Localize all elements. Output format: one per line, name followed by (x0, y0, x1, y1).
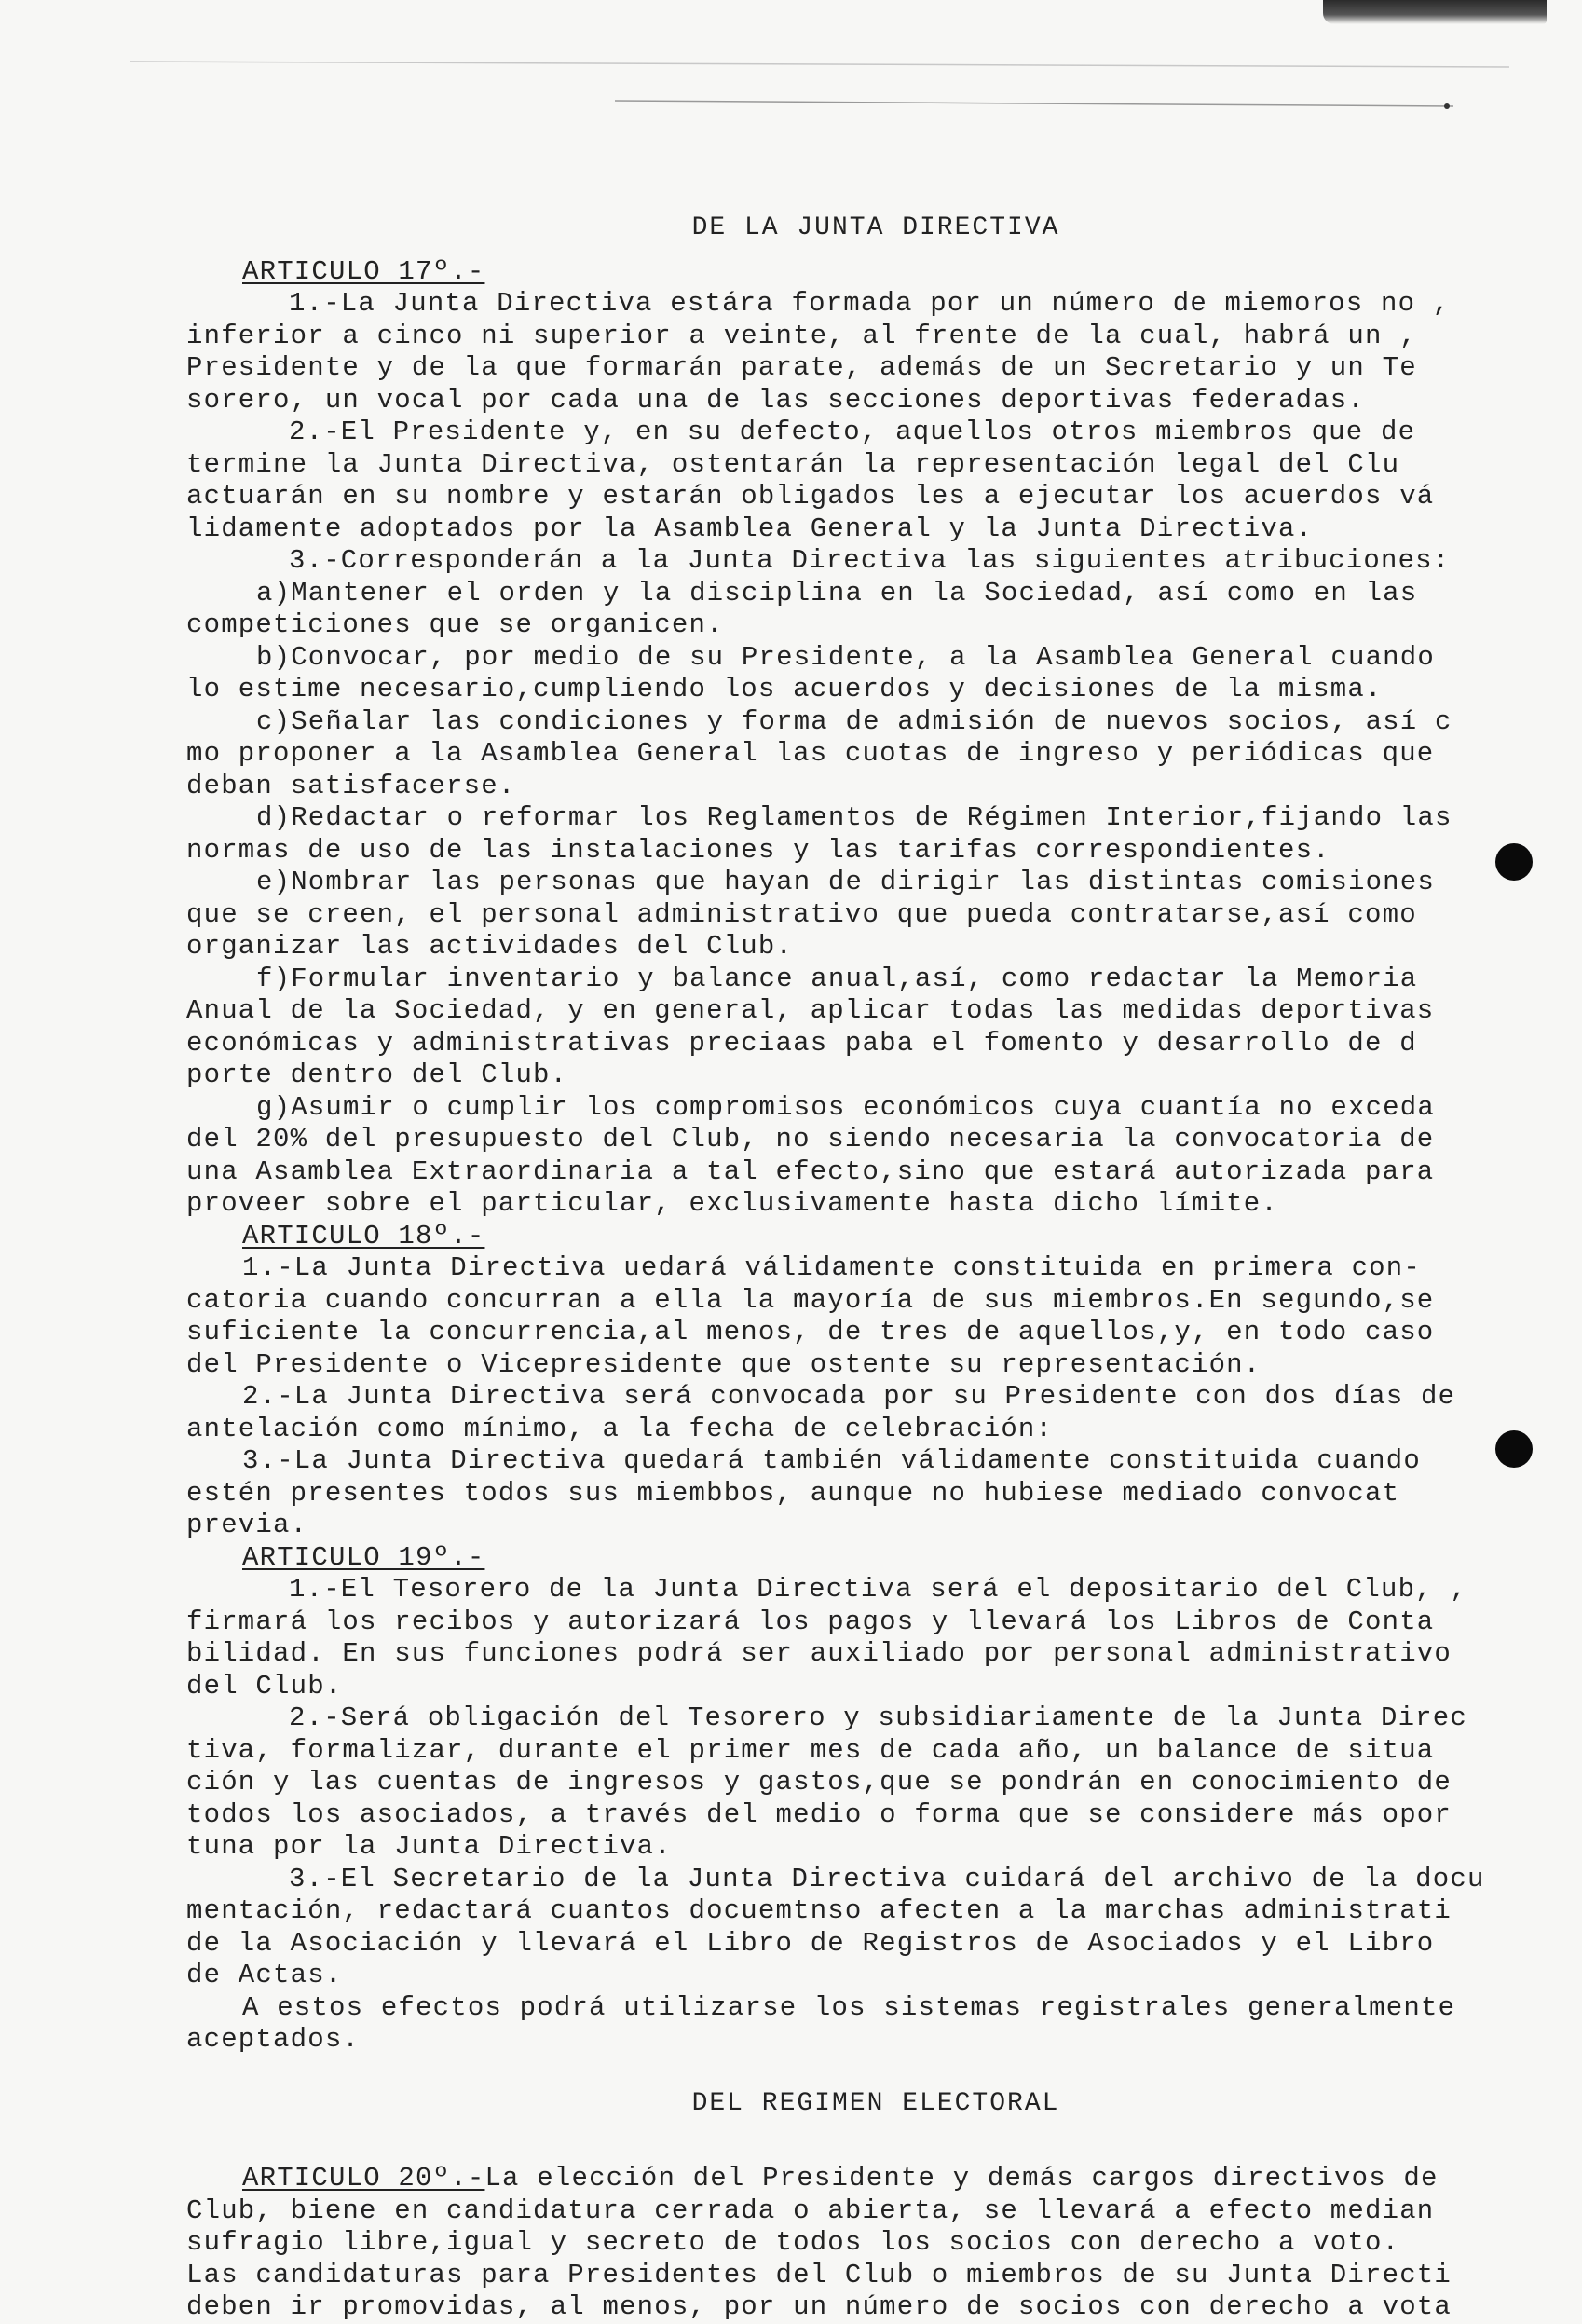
document-body (186, 212, 1537, 2324)
text-line: termine la Junta Directiva, ostentarán la representación legal del Clu (186, 448, 1400, 480)
text-line: del Presidente o Vicepresidente que ostente su representación. (186, 1348, 1262, 1380)
text-line: sorero, un vocal por cada una de las secciones deportivas federadas. (186, 384, 1365, 416)
text-line: Anual de la Sociedad, y en general, aplicar todas las medidas deportivas (186, 995, 1435, 1026)
section-title-junta: DE LA JUNTA DIRECTIVA (691, 213, 1060, 242)
section-title-electoral: DEL REGIMEN ELECTORAL (691, 2088, 1060, 2118)
text-line: b)Convocar, por medio de su Presidente, a la Asamblea General cuando (256, 641, 1435, 673)
text-line: previa. (186, 1510, 308, 1540)
text-line: d)Redactar o reformar los Reglamentos de Régimen Interior,fijando las (256, 802, 1452, 833)
text-line: ARTICULO 17º.- (242, 255, 485, 287)
text-line: organizar las actividades del Club. (186, 931, 794, 962)
text-line: 3.-El Secretario de la Junta Directiva cuidará del archivo de la docu (289, 1863, 1485, 1894)
text-line: del 20% del presupuesto del Club, no siendo necesaria la convocatoria de (186, 1124, 1435, 1155)
text-line: todos los asociados, a través del medio o forma que se considere más opor (186, 1798, 1452, 1830)
text-line: sufragio libre,igual y secreto de todos los socios con derecho a voto. (186, 2227, 1400, 2258)
text-line: porte dentro del Club. (186, 1059, 568, 1090)
text-line: bilidad. En sus funciones podrá ser auxiliado por personal administrativo (186, 1638, 1452, 1669)
text-line: de Actas. (186, 1960, 343, 1990)
text-line: f)Formular inventario y balance anual,así, como redactar la Memoria (256, 963, 1418, 994)
text-line: tiva, formalizar, durante el primer mes de cada año, un balance de situa (186, 1734, 1435, 1766)
text-line: inferior a cinco ni superior a veinte, al frente de la cual, habrá un , (186, 320, 1417, 351)
text-line: 1.-La Junta Directiva uedará válidamente constituida en primera con- (242, 1252, 1421, 1283)
article-20-label: ARTICULO 20º.- (242, 2163, 485, 2194)
text-line: lo estime necesario,cumpliendo los acuerdos y decisiones de la misma. (186, 674, 1383, 704)
text-line: firmará los recibos y autorizará los pagos y llevará los Libros de Conta (186, 1606, 1435, 1637)
text-line: e)Nombrar las personas que hayan de dirigir las distintas comisiones (256, 867, 1435, 897)
text-line: de la Asociación y llevará el Libro de Registros de Asociados y el Libro (186, 1927, 1435, 1959)
text-line: aceptados. (186, 2024, 361, 2055)
text-line: catoria cuando concurran a ella la mayoría de sus miembros.En segundo,se (186, 1284, 1435, 1316)
text-line: Club, biene en candidatura cerrada o abierta, se llevará a efecto median (186, 2194, 1435, 2226)
text-line: deban satisfacerse. (186, 770, 516, 801)
text-line: c)Señalar las condiciones y forma de admisión de nuevos socios, así c (256, 705, 1452, 737)
text-line: tuna por la Junta Directiva. (186, 1831, 672, 1862)
text-line: mo proponer a la Asamblea General las cuotas de ingreso y periódicas que (186, 738, 1435, 769)
text-line: A estos efectos podrá utilizarse los sistemas registrales generalmente (242, 1991, 1456, 2023)
text-line: mentación, redactará cuantos docuemtnso afecten a la marchas administrati (186, 1895, 1452, 1926)
junta-directiva-articles (186, 256, 1537, 2057)
text-line: competiciones que se organicen. (186, 609, 724, 640)
text-line: g)Asumir o cumplir los compromisos económicos cuya cuantía no exceda (256, 1091, 1435, 1123)
text-line: Las candidaturas para Presidentes del Club o miembros de su Junta Directi (186, 2259, 1452, 2290)
text-line: proveer sobre el particular, exclusivamente hasta dicho límite. (186, 1188, 1278, 1219)
scan-edge-mark (1323, 0, 1547, 24)
text-line: 1.-El Tesorero de la Junta Directiva será el depositario del Club, , (289, 1574, 1467, 1605)
text-line: Presidente y de la que formarán parate, además de un Secretario y un Te (186, 352, 1417, 383)
text-line: deben ir promovidas, al menos, por un número de socios con derecho a vota (186, 2291, 1452, 2322)
text-line: 1.-La Junta Directiva estára formada por un número de miemoros no , (289, 288, 1451, 319)
text-line: suficiente la concurrencia,al menos, de tres de aquellos,y, en todo caso (186, 1317, 1435, 1347)
text-line: 2.-El Presidente y, en su defecto, aquellos otros miembros que de (289, 417, 1416, 447)
text-line: actuarán en su nombre y estarán obligados les a ejecutar los acuerdos vá (186, 481, 1435, 512)
text-line: que se creen, el personal administrativo que pueda contratarse,así como (186, 898, 1417, 930)
article-20-line (186, 2163, 1537, 2195)
text-line: 2.-Será obligación del Tesorero y subsidiariamente de la Junta Direc (289, 1702, 1467, 1733)
header-rule-lines (0, 54, 1582, 112)
text-line: normas de uso de las instalaciones y las tarifas correspondientes. (186, 834, 1330, 866)
text-line: 3.-Corresponderán a la Junta Directiva las siguientes atribuciones: (289, 545, 1451, 576)
text-line: ción y las cuentas de ingresos y gastos,que se pondrán en conocimiento de (186, 1767, 1452, 1798)
article-20-first: La elección del Presidente y demás cargos directivos de (484, 2163, 1439, 2194)
text-line: económicas y administrativas preciaas paba el fomento y desarrollo de d (186, 1027, 1417, 1059)
text-line: antelación como mínimo, a la fecha de celebración: (186, 1413, 1054, 1444)
text-line: estén presentes todos sus miembbos, aunque no hubiese mediado convocat (186, 1477, 1400, 1509)
text-line: ARTICULO 18º.- (242, 1220, 485, 1251)
text-line: 2.-La Junta Directiva será convocada por su Presidente con dos días de (242, 1381, 1456, 1412)
text-line: una Asamblea Extraordinaria a tal efecto,sino que estará autorizada para (186, 1155, 1435, 1187)
text-line: a)Mantener el orden y la disciplina en la Sociedad, así como en las (256, 577, 1418, 608)
text-line: ARTICULO 19º.- (242, 1541, 485, 1573)
text-line: del Club. (186, 1670, 343, 1702)
regimen-electoral-text (186, 2195, 1537, 2324)
text-line: lidamente adoptados por la Asamblea General y la Junta Directiva. (186, 513, 1314, 544)
text-line: 3.-La Junta Directiva quedará también válidamente constituida cuando (242, 1445, 1421, 1476)
